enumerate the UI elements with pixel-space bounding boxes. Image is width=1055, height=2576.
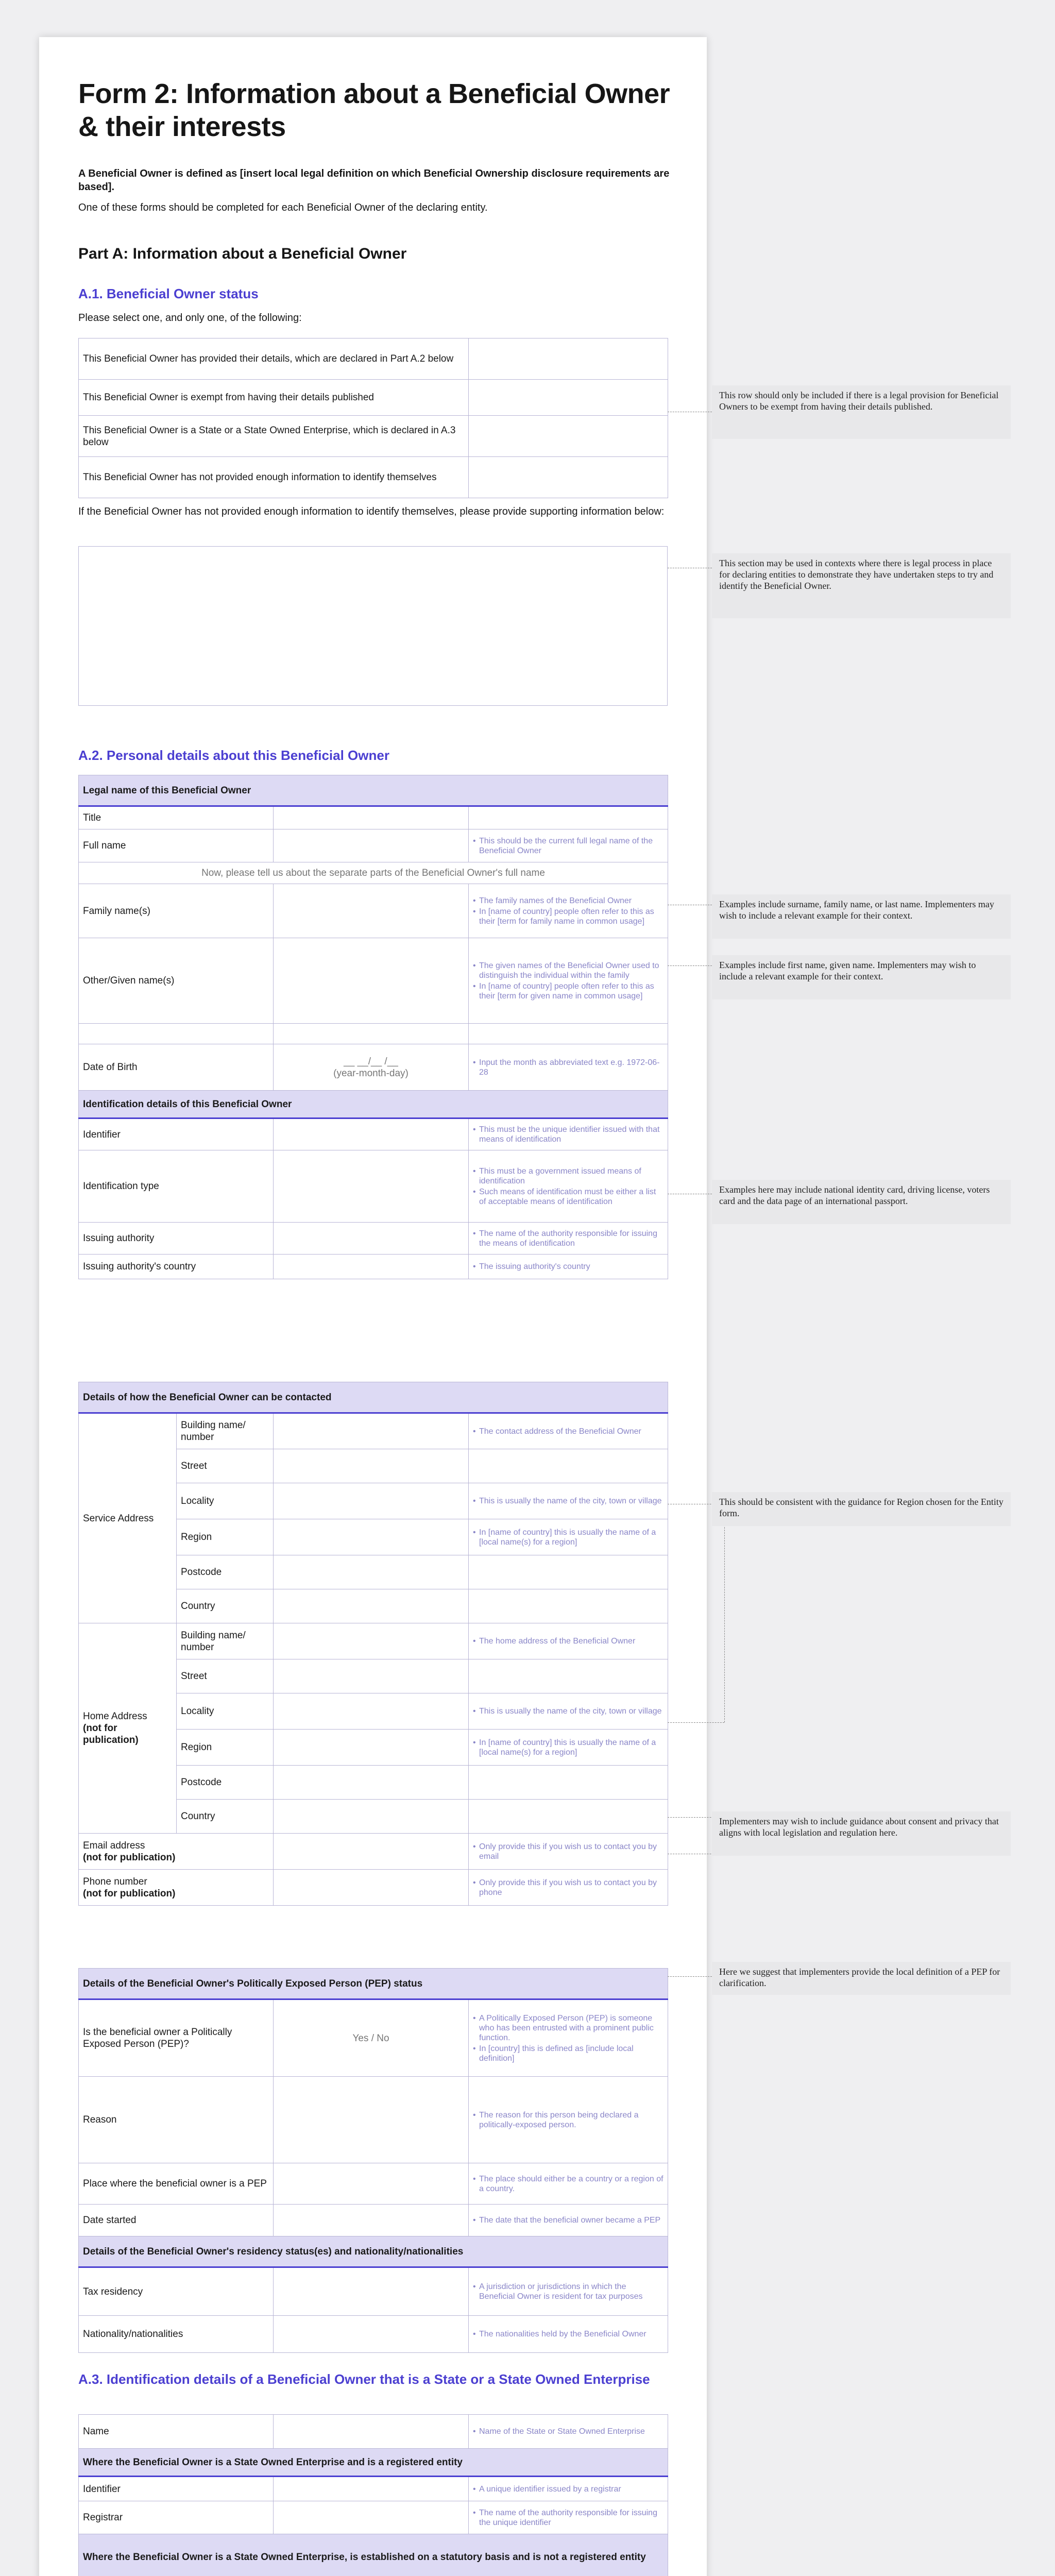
name-parts-note: Now, please tell us about the separate parts of the Beneficial Owner's full name [79,862,668,884]
address-field-label: Country [177,1589,274,1623]
guidance-cell [469,2501,668,2534]
guidance-cell [469,1659,668,1693]
guidance-cell [469,884,668,938]
tax-residency-label: Tax residency [79,2267,274,2316]
status-checkbox[interactable] [469,416,668,457]
note-connector [668,965,712,966]
title-label: Title [79,806,274,829]
status-table [78,338,668,498]
spacer-cell [274,1024,469,1044]
guidance-cell [469,2477,668,2501]
phone-input[interactable] [274,1870,469,1906]
guidance-cell [469,1730,668,1766]
status-checkbox[interactable] [469,457,668,498]
a2-heading: A.2. Personal details about this Beneficial Owner [78,748,389,763]
guidance-text: • The name of the authority responsible for issuing the means of identification [473,1229,663,1248]
nationality-label: Nationality/nationalities [79,2316,274,2353]
address-input[interactable] [274,1413,469,1449]
guidance-cell [469,1834,668,1870]
guidance-cell [469,1870,668,1906]
note-pep: Here we suggest that implementers provide the local definition of a PEP for clarification. [712,1962,1011,1995]
guidance-cell [469,1999,668,2077]
address-input[interactable] [274,1449,469,1483]
reason-label: Reason [79,2077,274,2163]
given-name-label: Other/Given name(s) [79,938,274,1024]
date-started-label: Date started [79,2205,274,2236]
state-name-input[interactable] [274,2415,469,2449]
dob-entry: __ __/__ /__ [344,1056,398,1067]
address-input[interactable] [274,1693,469,1730]
section-header: Where the Beneficial Owner is a State Owned Enterprise and is a registered entity [79,2449,668,2477]
guidance-text: • The home address of the Beneficial Owner [473,1636,663,1646]
issuing-authority-input[interactable] [274,1223,469,1255]
guidance-text: • The place should either be a country or a region of a country. [473,2174,663,2194]
title-input[interactable] [274,806,469,829]
guidance-cell [469,1483,668,1519]
address-input[interactable] [274,1766,469,1800]
section-header: Legal name of this Beneficial Owner [79,775,668,806]
contact-table [78,1382,668,1906]
status-checkbox[interactable] [469,338,668,380]
section-header: Where the Beneficial Owner is a State Owned Enterprise, is established on a statutory basis and is not a registered entity [79,2534,668,2576]
guidance-text: • This is usually the name of the city, town or village [473,1496,663,1506]
note-given: Examples include first name, given name. Implementers may wish to include a relevant example for their context. [712,955,1011,999]
guidance-text: • In [name of country] this is usually the name of a [local name(s) for a region] [473,1738,663,1757]
guidance-text: • Only provide this if you wish us to contact you by phone [473,1878,663,1897]
spacer-cell [469,1024,668,1044]
guidance-cell [469,1519,668,1555]
guidance-cell [469,1223,668,1255]
guidance-text: • The issuing authority's country [473,1262,663,1272]
guidance-text: • This must be a government issued means of identification [473,1166,663,1186]
phone-text: Phone number [83,1876,147,1887]
note-exempt: This row should only be included if there is a legal provision for Beneficial Owners to be exempt from having their details published. [712,385,1011,439]
guidance-text: • Name of the State or State Owned Enterprise [473,2427,663,2436]
address-input[interactable] [274,1555,469,1589]
address-input[interactable] [274,1659,469,1693]
guidance-text: • A jurisdiction or jurisdictions in which the Beneficial Owner is resident for tax purposes [473,2282,663,2301]
address-field-label: Region [177,1730,274,1766]
state-table [78,2414,668,2576]
guidance-text: • A Politically Exposed Person (PEP) is someone who has been entrusted with a prominent public function. [473,2013,663,2043]
form-page [39,37,707,2576]
guidance-cell [469,2316,668,2353]
guidance-cell [469,2415,668,2449]
address-field-label: Building name/ number [177,1413,274,1449]
a3-heading: A.3. Identification details of a Beneficial Owner that is a State or a State Owned Enterprise [78,2371,650,2387]
full-name-label: Full name [79,829,274,862]
dob-format: (year-month-day) [333,1067,409,1079]
guidance-text: • A unique identifier issued by a registrar [473,2484,663,2494]
guidance-cell [469,1449,668,1483]
home-address-text: Home Address [83,1711,147,1722]
guidance-cell [469,806,668,829]
home-address-note: (not for publication) [83,1723,139,1745]
issuing-country-label: Issuing authority's country [79,1255,274,1279]
guidance-cell [469,2077,668,2163]
nationality-input[interactable] [274,2316,469,2353]
guidance-text: • In [name of country] this is usually the name of a [local name(s) for a region] [473,1528,663,1547]
note-connector [724,1504,725,1722]
identifier-label: Identifier [79,1118,274,1150]
family-name-label: Family name(s) [79,884,274,938]
guidance-cell [469,1150,668,1223]
guidance-cell [469,829,668,862]
address-input[interactable] [274,1483,469,1519]
note-idtype: Examples here may include national identity card, driving license, voters card and the data page of an international passport. [712,1180,1011,1224]
address-field-label: Country [177,1800,274,1834]
registered-identifier-label: Identifier [79,2477,274,2501]
pep-place-input[interactable] [274,2163,469,2205]
note-connector [668,1976,712,1977]
guidance-cell [469,1800,668,1834]
email-note: (not for publication) [83,1852,176,1863]
guidance-cell [469,1118,668,1150]
guidance-cell [469,1589,668,1623]
guidance-text: • Such means of identification must be either a list of acceptable means of identification [473,1187,663,1207]
a1-instruction: Please select one, and only one, of the following: [78,312,302,324]
note-privacy: Implementers may wish to include guidance about consent and privacy that aligns with local legislation and regulation here. [712,1811,1011,1856]
status-option: This Beneficial Owner is exempt from having their details published [79,380,469,416]
note-family: Examples include surname, family name, or last name. Implementers may wish to include a relevant example for their context. [712,894,1011,939]
reason-input[interactable] [274,2077,469,2163]
service-address-label: Service Address [79,1413,177,1623]
address-input[interactable] [274,1589,469,1623]
guidance-text: • The name of the authority responsible for issuing the unique identifier [473,2508,663,2528]
state-name-label: Name [79,2415,274,2449]
dob-input[interactable] [274,1044,469,1091]
address-field-label: Postcode [177,1766,274,1800]
issuing-authority-label: Issuing authority [79,1223,274,1255]
registrar-label: Registrar [79,2501,274,2534]
guidance-text: • In [name of country] people often refer to this as their [term for given name in common usage] [473,981,663,1001]
email-label [79,1834,274,1870]
note-connector [668,1722,724,1723]
home-address-label [79,1623,177,1834]
email-input[interactable] [274,1834,469,1870]
phone-label [79,1870,274,1906]
guidance-cell [469,1693,668,1730]
guidance-text: • The date that the beneficial owner became a PEP [473,2215,663,2225]
id-type-label: Identification type [79,1150,274,1223]
note-region: This should be consistent with the guidance for Region chosen for the Entity form. [712,1492,1011,1526]
status-checkbox[interactable] [469,380,668,416]
guidance-text: • This must be the unique identifier issued with that means of identification [473,1125,663,1144]
guidance-cell [469,1555,668,1589]
address-input[interactable] [274,1623,469,1659]
status-option: This Beneficial Owner is a State or a State Owned Enterprise, which is declared in A.3 below [79,416,469,457]
address-field-label: Postcode [177,1555,274,1589]
guidance-cell [469,1413,668,1449]
definition-text: A Beneficial Owner is defined as [insert local legal definition on which Beneficial Ownership disclosure requirements are based]. [78,168,670,193]
supporting-instruction: If the Beneficial Owner has not provided enough information to identify themselves, please provide supporting information below: [78,506,665,517]
family-name-input[interactable] [274,884,469,938]
phone-note: (not for publication) [83,1888,176,1899]
guidance-text: • This is usually the name of the city, town or village [473,1706,663,1716]
a1-heading: A.1. Beneficial Owner status [78,286,259,301]
guidance-text: • The nationalities held by the Beneficial Owner [473,2329,663,2339]
guidance-text: • In [name of country] people often refer to this as their [term for family name in common usage] [473,907,663,926]
guidance-cell [469,1623,668,1659]
issuing-country-input[interactable] [274,1255,469,1279]
address-field-label: Street [177,1449,274,1483]
address-field-label: Locality [177,1693,274,1730]
address-field-label: Building name/ number [177,1623,274,1659]
intro-text: One of these forms should be completed for each Beneficial Owner of the declaring entity. [78,202,488,213]
personal-details-table [78,775,668,1279]
identifier-input[interactable] [274,1118,469,1150]
full-name-input[interactable] [274,829,469,862]
registered-identifier-input[interactable] [274,2477,469,2501]
address-input[interactable] [274,1800,469,1834]
tax-residency-input[interactable] [274,2267,469,2316]
section-header: Identification details of this Beneficial Owner [79,1091,668,1118]
section-header: Details of how the Beneficial Owner can be contacted [79,1382,668,1413]
supporting-info-textarea[interactable] [78,546,668,706]
guidance-text: • The reason for this person being declared a politically-exposed person. [473,2110,663,2130]
guidance-text: • The given names of the Beneficial Owner used to distinguish the individual within the family [473,961,663,980]
address-field-label: Locality [177,1483,274,1519]
guidance-text: • Input the month as abbreviated text e.g. 1972-06-28 [473,1058,663,1077]
guidance-cell [469,1044,668,1091]
pep-table [78,1968,668,2353]
status-option: This Beneficial Owner has not provided enough information to identify themselves [79,457,469,498]
pep-yes-no[interactable]: Yes / No [274,1999,469,2077]
id-type-input[interactable] [274,1150,469,1223]
guidance-cell [469,2163,668,2205]
guidance-text: • This should be the current full legal name of the Beneficial Owner [473,836,663,856]
address-field-label: Region [177,1519,274,1555]
guidance-cell [469,938,668,1024]
spacer-cell [79,1024,274,1044]
guidance-cell [469,1766,668,1800]
guidance-text: • In [country] this is defined as [include local definition] [473,2044,663,2063]
dob-label: Date of Birth [79,1044,274,1091]
guidance-cell [469,2267,668,2316]
given-name-input[interactable] [274,938,469,1024]
address-input[interactable] [274,1519,469,1555]
date-started-input[interactable] [274,2205,469,2236]
status-option: This Beneficial Owner has provided their details, which are declared in Part A.2 below [79,338,469,380]
guidance-text: • The family names of the Beneficial Owner [473,896,663,906]
part-a-heading: Part A: Information about a Beneficial Owner [78,245,407,262]
address-field-label: Street [177,1659,274,1693]
address-input[interactable] [274,1730,469,1766]
pep-question: Is the beneficial owner a Politically Exposed Person (PEP)? [79,1999,274,2077]
guidance-text: • Only provide this if you wish us to contact you by email [473,1842,663,1861]
section-header: Details of the Beneficial Owner's Politically Exposed Person (PEP) status [79,1969,668,1999]
section-header: Details of the Beneficial Owner's residency status(es) and nationality/nationalities [79,2236,668,2267]
email-text: Email address [83,1840,145,1851]
guidance-text: • The contact address of the Beneficial Owner [473,1427,663,1436]
note-supporting: This section may be used in contexts where there is legal process in place for declaring entities to demonstrate they have undertaken steps to try and identify the Beneficial Owner. [712,553,1011,618]
registrar-input[interactable] [274,2501,469,2534]
guidance-cell [469,1255,668,1279]
page-title: Form 2: Information about a Beneficial Owner & their interests [78,78,670,142]
pep-place-label: Place where the beneficial owner is a PEP [79,2163,274,2205]
guidance-cell [469,2205,668,2236]
